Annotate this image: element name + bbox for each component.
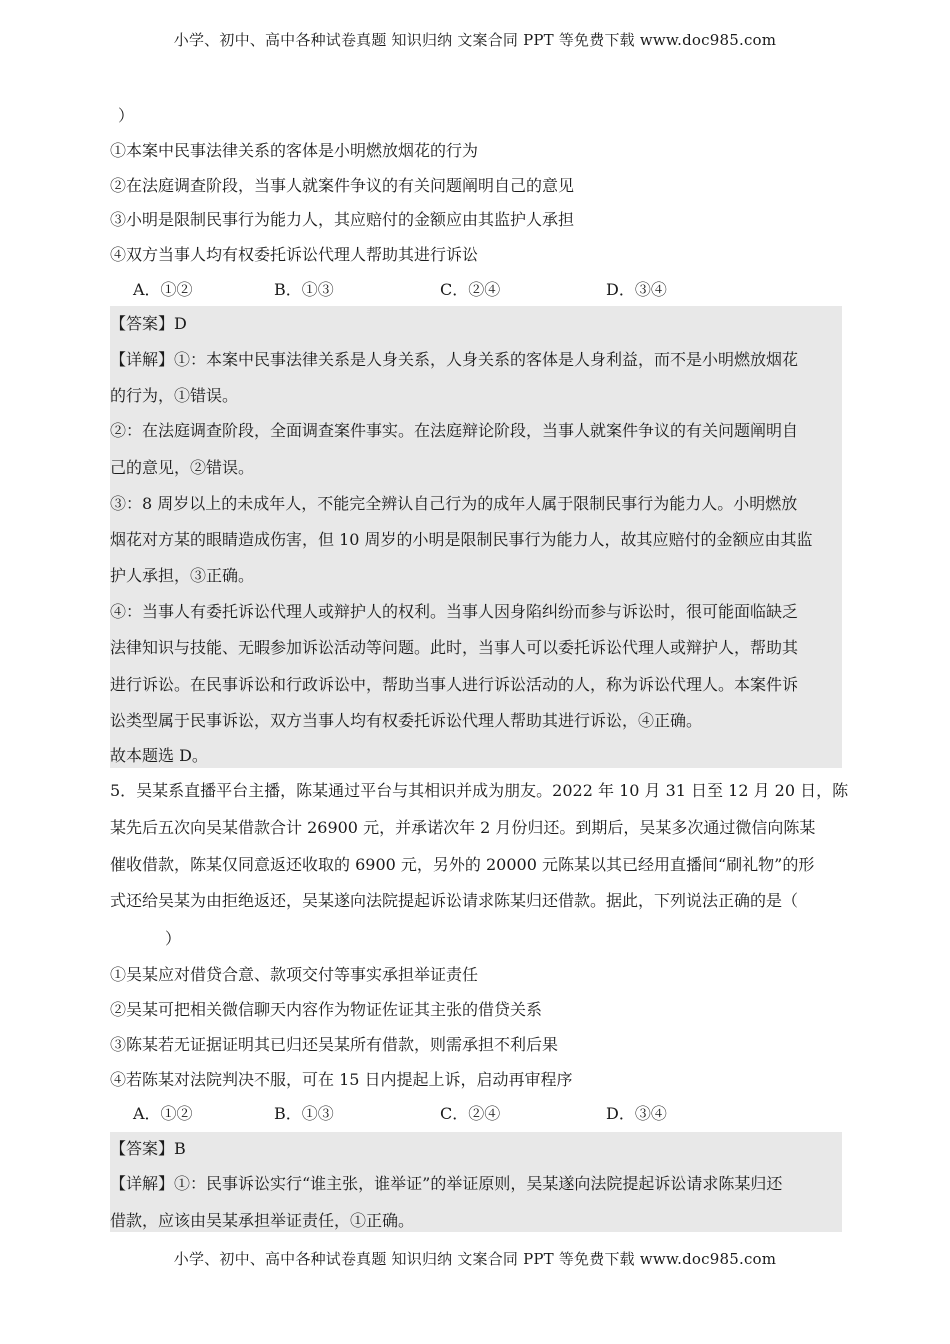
- q5-option-d: D．③④: [606, 1104, 667, 1123]
- q4-statement-4: ④双方当事人均有权委托诉讼代理人帮助其进行诉讼: [110, 245, 479, 264]
- q4-detail-line: 讼类型属于民事诉讼，双方当事人均有权委托诉讼代理人帮助其进行诉讼，④正确。: [110, 711, 703, 730]
- q5-answer: 【答案】B: [110, 1139, 186, 1158]
- q4-detail-line: ④：当事人有委托诉讼代理人或辩护人的权利。当事人因身陷纠纷而参与诉讼时，很可能面临缺乏: [110, 602, 799, 621]
- q4-statement-1: ①本案中民事法律关系的客体是小明燃放烟花的行为: [110, 141, 479, 160]
- q5-detail-line: 借款，应该由吴某承担举证责任，①正确。: [110, 1211, 415, 1230]
- q4-detail-line: 【详解】①：本案中民事法律关系是人身关系，人身关系的客体是人身利益，而不是小明燃放烟花: [110, 350, 799, 369]
- q4-option-d: D．③④: [606, 280, 667, 299]
- q5-option-c: C．②④: [440, 1104, 501, 1123]
- q4-option-c: C．②④: [440, 280, 501, 299]
- q4-detail-line: 法律知识与技能、无暇参加诉讼活动等问题。此时，当事人可以委托诉讼代理人或辩护人，帮助其: [110, 638, 799, 657]
- q5-option-b: B．①③: [274, 1104, 334, 1123]
- q5-statement-2: ②吴某可把相关微信聊天内容作为物证佐证其主张的借贷关系: [110, 1000, 543, 1019]
- q4-detail-line: 烟花对方某的眼睛造成伤害，但 10 周岁的小明是限制民事行为能力人，故其应赔付的金额应由其监: [110, 530, 813, 549]
- q4-stem-tail: ）: [118, 106, 135, 125]
- q4-answer: 【答案】D: [110, 314, 187, 333]
- q5-detail-line: 【详解】①：民事诉讼实行“谁主张，谁举证”的举证原则，吴某遂向法院提起诉讼请求陈某归还: [110, 1174, 783, 1193]
- q5-option-a: A．①②: [133, 1104, 193, 1123]
- q4-statement-3: ③小明是限制民事行为能力人，其应赔付的金额应由其监护人承担: [110, 210, 575, 229]
- q5-stem-line: 式还给吴某为由拒绝返还，吴某遂向法院提起诉讼请求陈某归还借款。据此，下列说法正确的是（: [110, 891, 799, 910]
- page-header: 小学、初中、高中各种试卷真题 知识归纳 文案合同 PPT 等免费下载 www.doc985.com: [173, 31, 777, 49]
- q4-detail-line: 护人承担，③正确。: [110, 566, 255, 585]
- q4-conclusion: 故本题选 D。: [110, 746, 208, 765]
- q4-option-a: A．①②: [133, 280, 193, 299]
- q5-stem-line: 某先后五次向吴某借款合计 26900 元，并承诺次年 2 月份归还。到期后，吴某多次通过微信向陈某: [110, 818, 816, 837]
- q5-statement-1: ①吴某应对借贷合意、款项交付等事实承担举证责任: [110, 965, 479, 984]
- q4-detail-line: 己的意见，②错误。: [110, 458, 255, 477]
- q5-statement-3: ③陈某若无证据证明其已归还吴某所有借款，则需承担不利后果: [110, 1035, 559, 1054]
- q4-detail-line: 进行诉讼。在民事诉讼和行政诉讼中，帮助当事人进行诉讼活动的人，称为诉讼代理人。本案件诉: [110, 675, 799, 694]
- q4-detail-line: 的行为，①错误。: [110, 386, 239, 405]
- page-footer: 小学、初中、高中各种试卷真题 知识归纳 文案合同 PPT 等免费下载 www.doc985.com: [173, 1250, 777, 1268]
- q4-statement-2: ②在法庭调查阶段，当事人就案件争议的有关问题阐明自己的意见: [110, 176, 575, 195]
- q5-stem-line: 5．吴某系直播平台主播，陈某通过平台与其相识并成为朋友。2022 年 10 月 31 日至 12 月 20 日，陈: [110, 781, 849, 800]
- q5-stem-line: 催收借款，陈某仅同意返还收取的 6900 元，另外的 20000 元陈某以其已经用直播间“刷礼物”的形: [110, 855, 815, 874]
- q5-stem-line: ）: [165, 929, 182, 948]
- q4-option-b: B．①③: [274, 280, 334, 299]
- q4-detail-line: ②：在法庭调查阶段，全面调查案件事实。在法庭辩论阶段，当事人就案件争议的有关问题阐明自: [110, 421, 799, 440]
- q5-statement-4: ④若陈某对法院判决不服，可在 15 日内提起上诉，启动再审程序: [110, 1070, 573, 1089]
- q4-detail-line: ③：8 周岁以上的未成年人，不能完全辨认自己行为的成年人属于限制民事行为能力人。小明燃放: [110, 494, 798, 513]
